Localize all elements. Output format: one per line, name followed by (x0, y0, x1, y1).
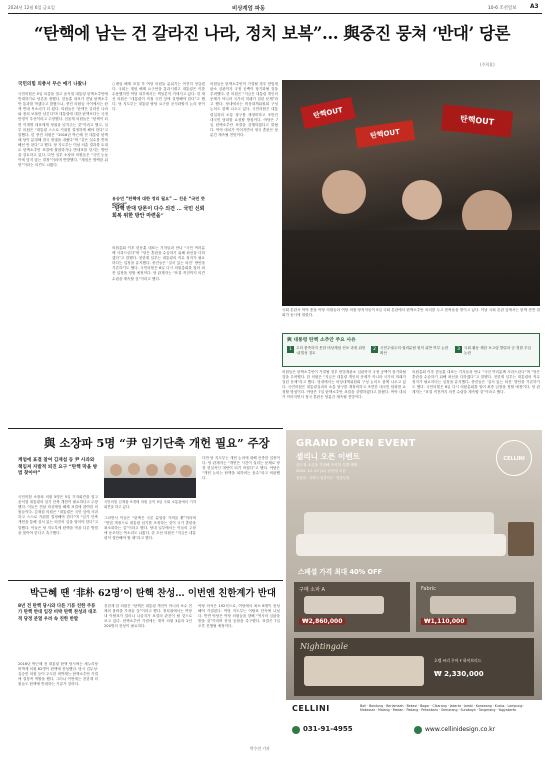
ad-phone: 031-91-4955 (303, 725, 353, 733)
lawmaker-face-2 (128, 463, 140, 475)
ad-event-sub: 셀리니 오픈 이벤트 (296, 452, 360, 461)
infobox-title: 與 대통령 탄핵 소추안 주요 사유 (287, 338, 356, 343)
infobox-text-3: 국회 활동 제한 포고령 발령과 군·경찰 투입 논란 (464, 346, 532, 355)
ad-product-1-name: 구매 소파 A (299, 587, 325, 593)
ad-product-1-price: ₩2,860,000 (299, 618, 345, 625)
lawmaker-face-4 (164, 463, 176, 475)
top-pullquote: “탄핵 반대 당론이 다수 의견 … 국민 신뢰 회복 위한 방안 마련을” (112, 206, 205, 219)
ad-event-dates: 2024. 12. 07 (토) 일산점 오픈 (296, 469, 346, 473)
ad-event-detail: 상도점 오픈을 기념해 준비한 특별 혜택 (296, 463, 358, 467)
ad-event-title: GRAND OPEN EVENT (296, 438, 416, 449)
ad-product-3 (294, 638, 534, 696)
ad-product-2 (416, 582, 534, 632)
protest-sign-2: 탄핵OUT (355, 120, 415, 148)
top-byline: (주희훈) (480, 62, 495, 67)
middle-col1: 국민의힘 소장파 의원 5명은 5일 기자회견을 열고 윤석열 대통령의 임기 단축 개헌이 필요하다고 주장했다. 이들은 전날 비상계엄 해제 표결에 참여한 의원들이다. 김재섭 의원은 “대통령은 국민 앞에 사과하고 스스로 거취를 결정해야 한다”며 “임기 단축 개헌을 통해 질서 있는 퇴진의 길을 열어야 한다”고 말했다. 이들은 당 지도부에 탄핵을 막을 다른 방법을 찾아야 한다고 촉구했다. (18, 495, 98, 535)
ad-product-2-shape (430, 596, 516, 614)
header-page: A3 (530, 4, 539, 10)
bottom-headline: 박근혜 땐 ‘非朴 62명’이 탄핵 찬성… 이번엔 친한계가 반대 (30, 588, 276, 599)
top-photo (282, 80, 540, 306)
top-col1: 국민의힘은 5일 의총을 열고 윤석열 대통령 탄핵소추안에 반대하기로 당론을 정했다. 한동훈 대표가 전날 탄핵소추안 통과를 막겠다고 밝혔으나, 중진 의원들 사이에서는 탄핵 반대 목소리가 더 컸다. 의원들은 ‘탄핵은 갈라진 나라와 정치 보복만 남긴다’며 대통령에 대한 탄핵보다는 국정 안정이 우선이라고 주장했다. 친윤계 의원들은 “탄핵이 되면 이재명 대표에게 정권을 넘겨주는 것”이라고 했고, 일부 의원은 “대통령 스스로 거취를 결정하게 해야 한다”고 말했다. 한 중진 의원은 “2016년 박근혜 전 대통령 탄핵 때 당이 분열해 결국 정권을 내줬다”며 “같은 실수를 반복해선 안 된다”고 했다. 당 지도부는 이날 의총 결과를 토대로 탄핵소추안 표결에 불참하거나 반대표를 던지는 방안을 검토하고 있다. 다만 일부 소장파 의원들은 “국민 눈높이에 맞지 않는 결정”이라며 반발했다. “계엄은 명백한 위헌”이라는 의견도 나왔다. (18, 92, 108, 168)
infobox-text-1: 고의 충족하지 못한 비상계엄 선포 과정 위헌·위법성 검토 (296, 346, 366, 355)
lawmaker-face-3 (146, 464, 158, 476)
bottom-col2: 친한계 한 의원은 “탄핵은 대통령 개인이 아니라 보수 전체의 몰락을 가져올 것”이라고 했다. 정치권에서는 여당 내 이탈표가 얼마나 나올지가 표결의 관건이 될 것으로 보고 있다. 탄핵소추안 가결에는 재적 의원 3분의 2인 200명의 찬성이 필요하다. (104, 604, 192, 629)
divider-middle (8, 428, 283, 429)
bottom-byline: 박수민 기자 (250, 746, 270, 751)
header-paper: 10-6 조선일보 (488, 6, 517, 11)
infobox-num-2: 2 (371, 346, 378, 353)
top-col5: 의원총회 이후 한동훈 대표는 기자들과 만나 “국민 여러분께 사과드린다”며 “당은 혼란을 수습하기 위해 최선을 다하겠다”고 말했다. 친한계 일부는 대통령의 직무 정지가 필요하다는 입장을 유지했다. 중진들은 ‘질서 있는 퇴진’ 방안을 거론하기도 했다. 국민의힘은 6일 다시 의원총회를 열어 최종 입장을 정할 예정이다. 당 관계자는 “표결 직전까지 의견 수렴을 계속할 것”이라고 했다. (412, 370, 540, 395)
top-col3: 의원들은 탄핵소추안이 가결될 경우 헌법재판소 심판까지 국정 공백이 장기화될 것을 우려했다. 한 의원은 “지금은 대통령 개인의 문제가 아니라 국가의 미래가 걸린 문제”라고 했다. 당내에서는 비상대책위원회 구성 논의도 함께 나오고 있다. 국민의힘은 대통령실과의 소통 창구를 재정비하고 조만간 대국민 담화를 요청할 방침이다. 야당은 7일 탄핵소추안 표결을 강행하겠다고 밝혔다. 여야 대치가 이어지면서 정국 혼란은 당분간 계속될 전망이다. (210, 82, 278, 137)
infobox-text-2: 국민주권주의·권력분립 원칙 위반 여부 논란 확산 (380, 346, 449, 355)
ad-showroom: 일산점 · 고양시 일산서구 · 연중무휴 (296, 476, 350, 480)
middle-photo-caption: 국민의힘 김재섭·조경태 의원 등이 5일 국회 소통관에서 기자회견을 하고 있다. (104, 500, 196, 510)
middle-deck: 계엄에 표결 참여 김재섭 등 尹 사과와 책임져 자발적 퇴진 요구 “탄핵 막을 방법 찾아야” (18, 458, 98, 477)
protest-sign-1: 탄핵OUT (300, 97, 355, 129)
side-table (508, 522, 534, 556)
lawmaker-face-1 (110, 464, 122, 476)
ad-logo-badge: CELLINI (496, 440, 532, 476)
bottom-col1: 2016년 박근혜 전 대통령 탄핵 당시에는 새누리당 비박계 의원 62명이 탄핵에 찬성했다. 당시 김무성·유승민 의원 등이 주도한 비박계는 탄핵소추안 가결에 결정적 역할을 했다. 그러나 이번에는 친한계 의원들도 탄핵에 반대하는 기류가 강하다. (18, 662, 98, 687)
middle-col3: 다만 당 지도부는 개헌 논의에 대해 신중한 입장이다. 당 관계자는 “개헌은 시간이 걸리는 문제로 당장 현실적인 대안이 되기 어렵다”고 했다. 야당은 “개헌 논의는 탄핵을 피하려는 꼼수”라고 비판했다. (202, 456, 280, 481)
sofa-seat (296, 534, 506, 556)
infobox (282, 333, 540, 367)
web-icon (414, 726, 422, 734)
top-quote-lead: 유승민 “탄핵에 대한 정리 필요” … 친윤 “국민 뜻 따라야” (112, 196, 205, 207)
ad-product-2-price: ₩1,110,000 (421, 618, 467, 625)
middle-col2: 그러면서 이들은 “탄핵은 국론 분열을 가져올 뿐”이라며 “헌법 개정으로 대통령 임기를 조정하는 것이 국가 혼란을 최소화하는 길”이라고 했다. 당내 일부에서는 이들의 주장에 동조하는 목소리도 나왔다. 한 초선 의원은 “지금은 대통령이 결단해야 할 때”라고 했다. (104, 516, 196, 541)
top-photo-caption: 국회 본관서 여야 충돌 야당 의원들과 여당 의원·당직자들이 5일 국회 본관에서 탄핵소추안 처리를 두고 몸싸움을 벌이고 있다. 이날 국회 본관 앞에서는 탄핵 찬반 집회가 동시에 열렸다. (282, 308, 540, 318)
ad-product-3-name: Nightingale (300, 642, 348, 651)
infobox-num-1: 1 (287, 346, 294, 353)
lawmaker-suits (104, 478, 196, 498)
ad-discount: 스페셜 가격 최대 40% OFF (298, 568, 383, 576)
bottom-deck: 8년 전 탄핵 당시와 다른 기류 친한 주류가 탄핵 반대 입장 비박 탄핵 찬성과 대조적 당정 분열 우려 속 친한 반발 (18, 604, 97, 622)
top-col2b: 의원총회 이후 한동훈 대표는 기자들과 만나 “국민 여러분께 사과드린다”며 “당은 혼란을 수습하기 위해 최선을 다하겠다”고 말했다. 친한계 일부는 대통령의 직무 정지가 필요하다는 입장을 유지했다. 중진들은 ‘질서 있는 퇴진’ 방안을 거론하기도 했다. 국민의힘은 6일 다시 의원총회를 열어 최종 입장을 정할 예정이다. 당 관계자는 “표결 직전까지 의견 수렴을 계속할 것”이라고 했다. (112, 246, 205, 281)
person-face-1 (322, 170, 366, 214)
header-date: 2024년 12월 6일 금요일 (8, 5, 55, 10)
ad-promo-price: ₩ 2,330,000 (434, 670, 484, 678)
ad-product-1-shape (304, 596, 384, 614)
ad-bed-shape (304, 656, 424, 686)
ad-footer (286, 700, 542, 750)
ad-product-2-name: Fabric (421, 586, 436, 592)
furniture-ad (286, 430, 542, 750)
header-rule (8, 13, 542, 14)
protest-sign-3: 탄핵OUT (441, 104, 513, 137)
top-sub1: 국민의힘 의총서 무슨 얘기 나왔나 (18, 82, 87, 87)
top-byline-name: 주희훈 (481, 62, 494, 67)
ad-product-1 (294, 582, 410, 632)
top-headline: “탄핵에 남는 건 갈라진 나라, 정치 보복”… 與중진 뭉쳐 ‘반대’ 당론 (34, 23, 511, 43)
person-face-2 (402, 180, 442, 220)
middle-photo (104, 456, 196, 498)
top-col2a: ○계엄 해제 표결 후 여당 의원들 분위기는 여전히 엇갈렸다. 국회는 계엄 해제 요구안을 통과시켰고 대통령은 이를 수용했지만 여당 내부에서는 책임론이 거세지고 있다. 한 재선 의원은 “대통령이 직접 국민 앞에 설명해야 한다”고 했다. 당 지도부는 대통령 탈당 요구를 공식화할지 논의 중이다. (112, 82, 205, 112)
ad-website: www.cellinidesign.co.kr (425, 726, 496, 733)
phone-icon (292, 726, 300, 734)
ad-promo-title: 호텔 씨리 무아 F 하이브리드 (434, 658, 482, 663)
middle-headline: 與 소장파 5명 “尹 임기단축 개헌 필요” 주장 (44, 436, 270, 450)
lawmaker-face-5 (180, 465, 192, 477)
crowd-bodies (282, 230, 540, 306)
bottom-col3: 야당 의석은 192석으로, 여당에서 최소 8명이 찬성해야 가결된다. 여당 지도부는 이탈표 단속에 나섰다. 반면 야당은 여당 의원들을 향해 “역사의 심판을 받을 것”이라며 찬성 동참을 촉구했다. 표결은 7일 오후 진행될 예정이다. (198, 604, 280, 629)
header-section: 비상계엄 파동 (232, 6, 266, 12)
ad-footer-logo: CELLINI (292, 704, 330, 713)
infobox-num-3: 3 (455, 346, 462, 353)
ad-branches: Bali · Bandung · Berjamaah · Bekasi · Bogor · Cikarang · Jakarta · Jambi · Karawang · Kudus · Lampung · Makassar · Malang · Medan · Padang · Pekanbaru · Semarang · Surabaya · Tangerang · Yogyakarta (360, 704, 525, 713)
divider-bottom (8, 580, 283, 581)
top-col4: 의원들은 탄핵소추안이 가결될 경우 헌법재판소 심판까지 국정 공백이 장기화될 것을 우려했다. 한 의원은 “지금은 대통령 개인의 문제가 아니라 국가의 미래가 걸린 문제”라고 했다. 당내에서는 비상대책위원회 구성 논의도 함께 나오고 있다. 국민의힘은 대통령실과의 소통 창구를 재정비하고 조만간 대국민 담화를 요청할 방침이다. 야당은 7일 탄핵소추안 표결을 강행하겠다고 밝혔다. 여야 대치가 이어지면서 정국 혼란은 당분간 계속될 전망이다. (282, 370, 406, 400)
